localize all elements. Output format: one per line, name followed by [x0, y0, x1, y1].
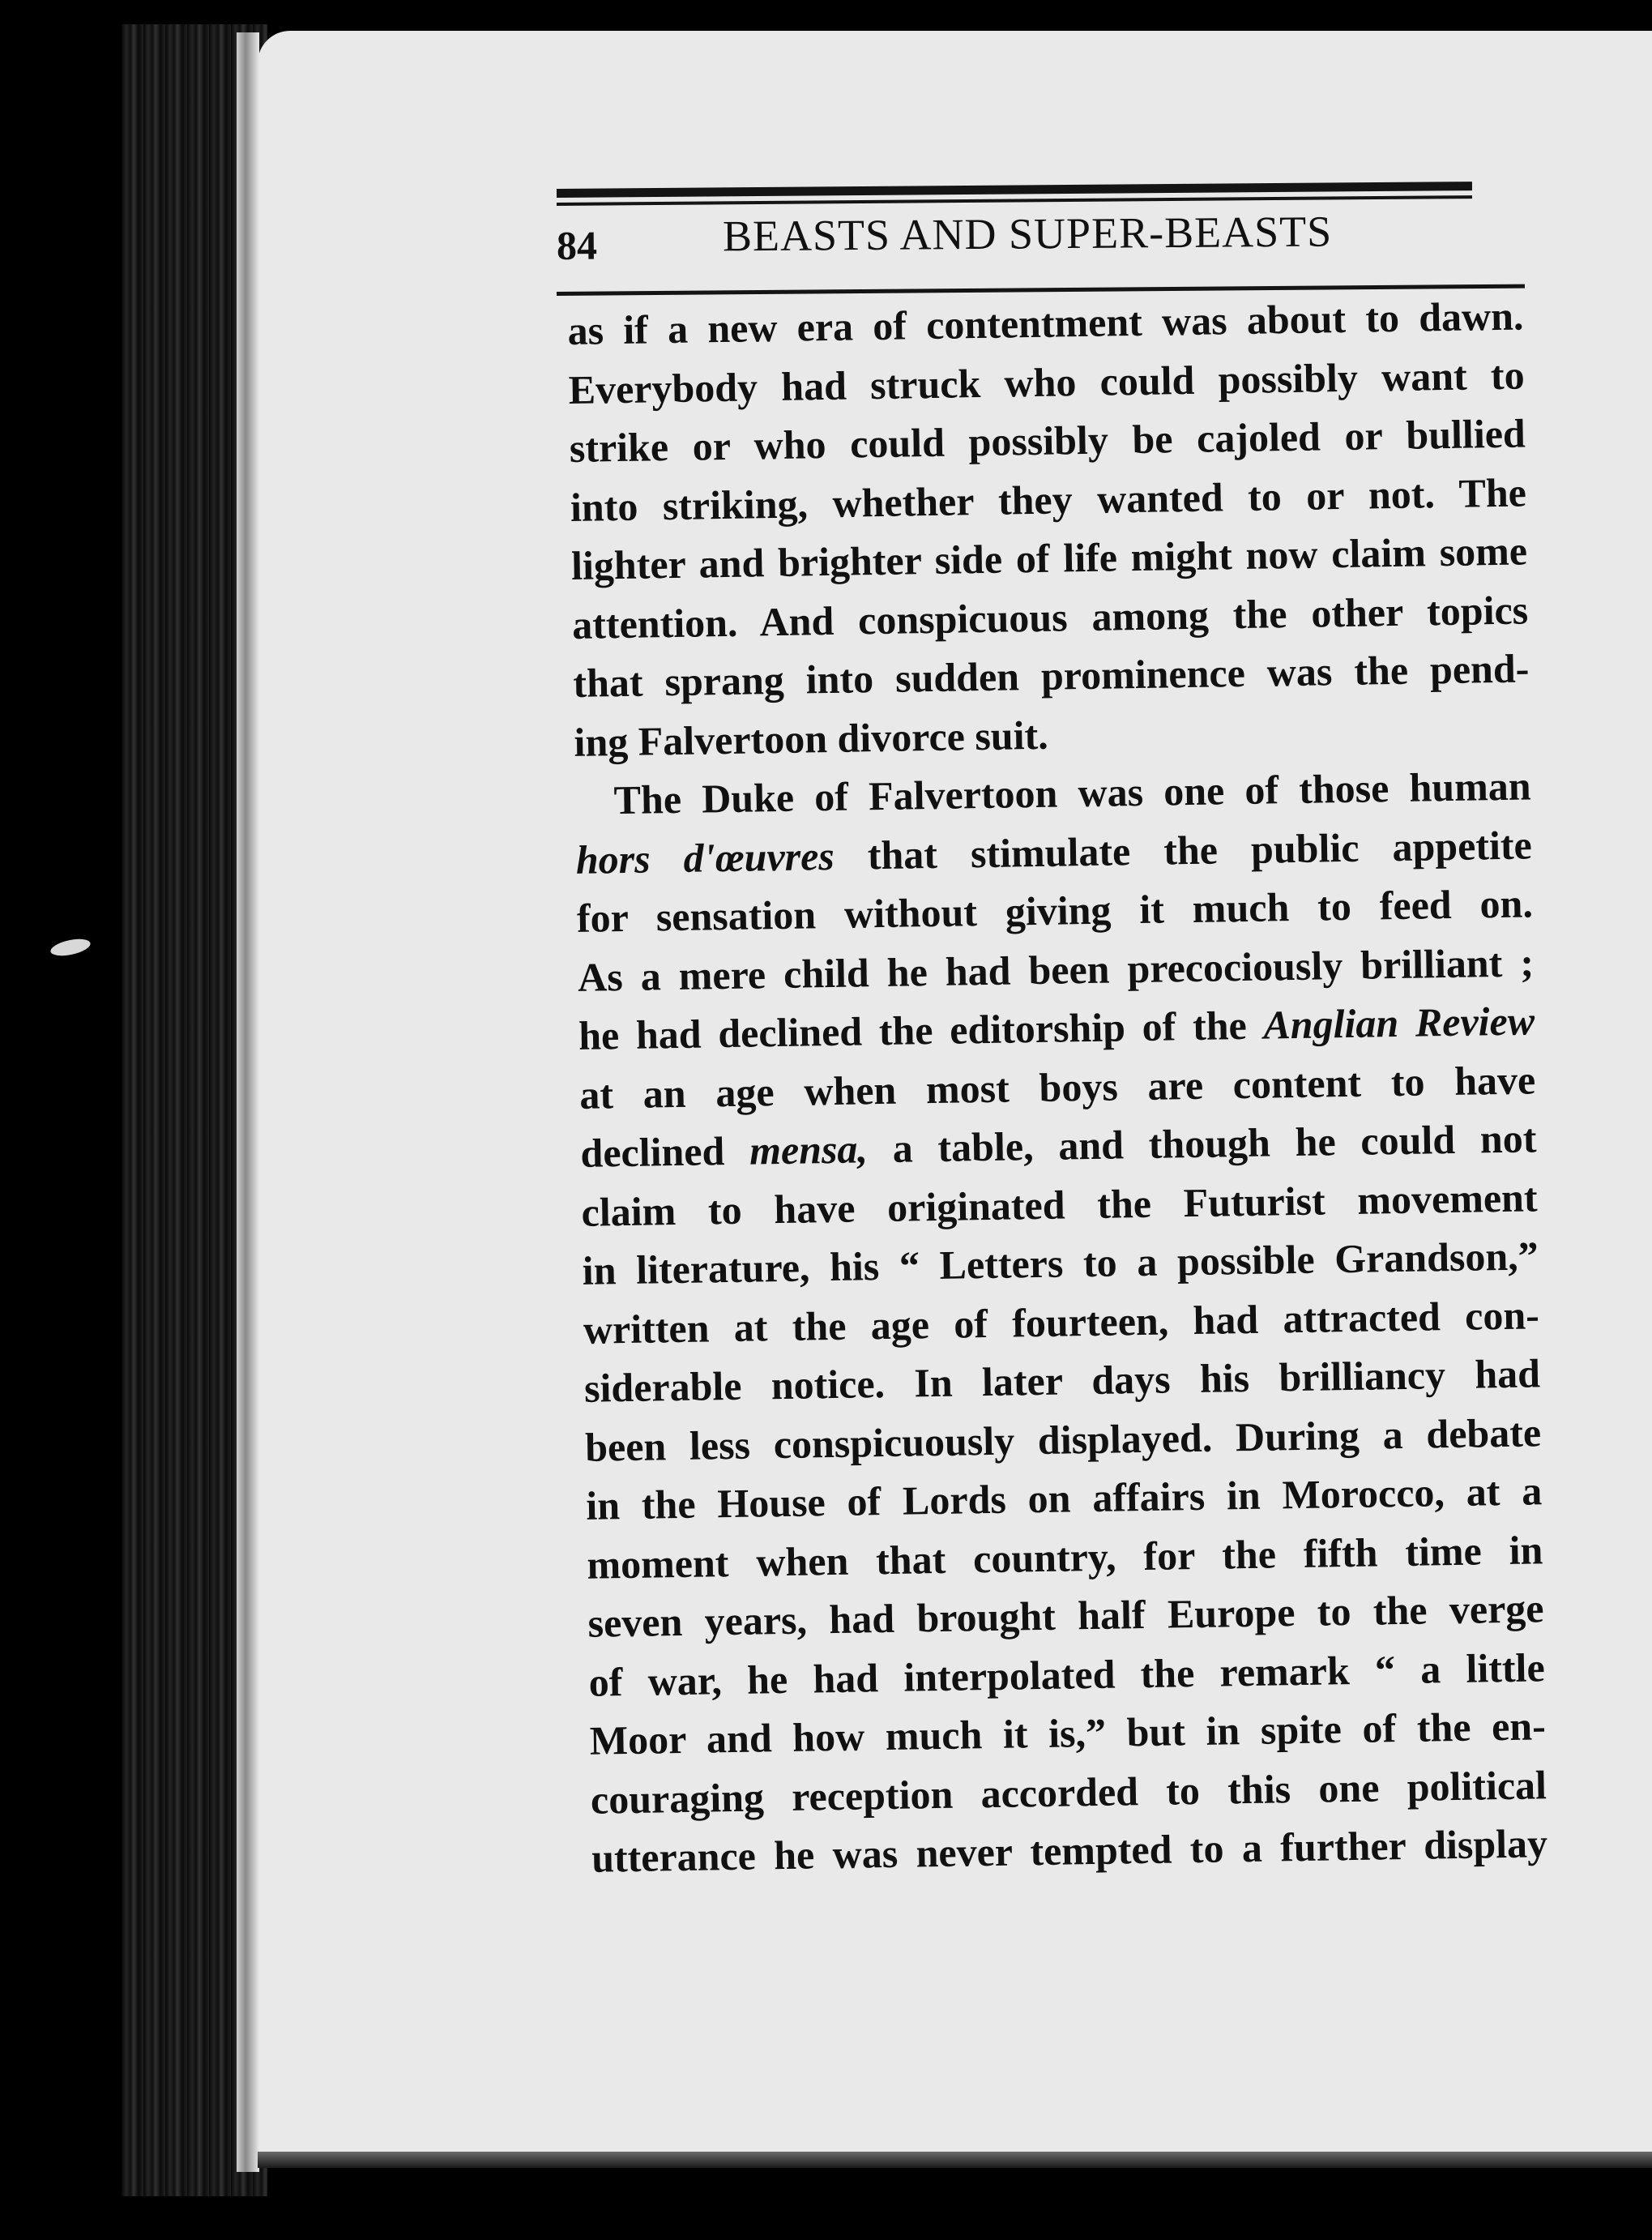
- italic-phrase: Anglian Review: [1262, 998, 1535, 1048]
- text-line: strike or who could possibly be cajoled or bullied: [569, 410, 1526, 471]
- text-line: in literature, his “ Letters to a possible Grandson,”: [582, 1233, 1539, 1293]
- text-line: couraging reception accorded to this one political: [590, 1761, 1547, 1823]
- text-line: lighter and brighter side of life might now claim some: [570, 528, 1528, 588]
- body-text: [567, 286, 1548, 1887]
- text-run: declined: [580, 1127, 750, 1176]
- text-run: he had declined the editorship of the: [578, 1002, 1264, 1058]
- text-line: that sprang into sudden prominence was the pend-: [572, 645, 1530, 706]
- text-line: Everybody had struck who could possibly want to: [568, 351, 1525, 413]
- text-line: The Duke of Falvertoon was one of those human: [613, 763, 1531, 823]
- text-line: for sensation without giving it much to feed on.: [576, 880, 1534, 941]
- scan-smudge: [49, 936, 92, 959]
- text-line: in the House of Lords on affairs in Morocco, at a: [585, 1468, 1543, 1528]
- text-run: a table, and though he could not: [867, 1115, 1537, 1172]
- text-line: of war, he had interpolated the remark “ a little: [588, 1644, 1546, 1705]
- page-gutter-edge: [237, 32, 259, 2172]
- text-line: siderable notice. In later days his brilliancy had: [583, 1350, 1541, 1411]
- italic-phrase: mensa,: [749, 1126, 869, 1173]
- text-run: that stimulate the public appetite: [834, 821, 1533, 878]
- text-line: utterance he was never tempted to a further display: [591, 1820, 1548, 1881]
- text-line: been less conspicuously displayed. During a debate: [584, 1409, 1542, 1470]
- text-line: written at the age of fourteen, had attracted con-: [583, 1291, 1540, 1353]
- running-header: [557, 205, 1526, 269]
- text-line: ing Falvertoon divorce suit.: [574, 712, 1049, 765]
- text-line: Moor and how much it is,” but in spite of the en-: [589, 1703, 1547, 1763]
- text-line: at an age when most boys are content to have: [578, 1056, 1536, 1118]
- text-line: attention. And conspicuous among the other topics: [571, 586, 1529, 648]
- text-line: as if a new era of contentment was about to dawn.: [567, 293, 1524, 353]
- running-title: BEASTS AND SUPER-BEASTS: [722, 207, 1333, 261]
- page-number: 84: [556, 222, 598, 268]
- text-line: claim to have originated the Futurist movement: [581, 1173, 1538, 1235]
- text-line: into striking, whether they wanted to or not. The: [570, 468, 1527, 530]
- page-bottom-edge: [258, 2152, 1652, 2168]
- text-line: moment when that country, for the fifth time in: [587, 1526, 1543, 1588]
- text-line: As a mere child he had been precociously brilliant ;: [577, 938, 1535, 1000]
- text-line: seven years, had brought half Europe to the verge: [587, 1585, 1544, 1646]
- italic-phrase: hors d'œuvres: [575, 832, 835, 883]
